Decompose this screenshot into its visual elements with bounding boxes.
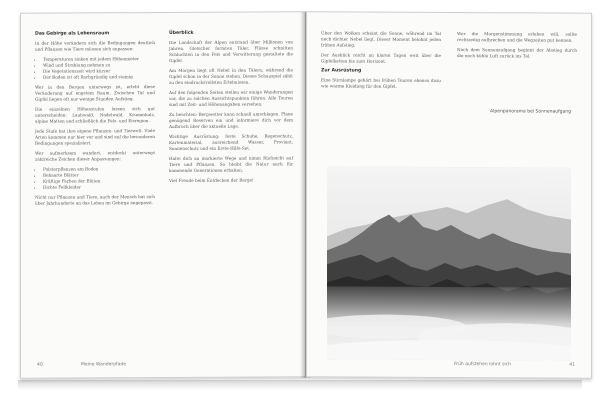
paragraph: Halte dich an markierte Wege und nimm Rücksicht auf Tiere und Pflanzen. So bleibt die Natur auch für kommende Generationen erhalten. xyxy=(169,155,293,173)
list-item: • Temperaturen sinken mit jedem Höhenmeter xyxy=(43,56,155,63)
paragraph: Viel Freude beim Entdecken der Berge! xyxy=(169,177,254,183)
photo-caption: Alpenpanorama bei Sonnenaufgang xyxy=(490,109,571,115)
paragraph: Jede Stufe hat ihre eigene Pflanzen- und Tierwelt. Viele Arten kommen nur hier vor und sind auf die besonderen Bedingungen spezialisiert. xyxy=(35,128,155,146)
paragraph: Eine Stirnlampe gehört bei frühen Touren ebenso dazu wie warme Kleidung für den Gipfel. xyxy=(321,77,441,89)
list-item: • Der Boden ist oft flachgründig und steinig xyxy=(43,74,155,81)
paragraph: Über den Wolken scheint die Sonne, während im Tal noch dichter Nebel liegt. Dieser Moment belohnt jeden frühen Aufstieg. xyxy=(321,30,441,48)
list-item: • Behaarte Blätter xyxy=(43,172,155,179)
bullet-list xyxy=(35,166,155,191)
section-heading: Das Gebirge als Lebensraum xyxy=(35,31,110,37)
paragraph: Wer in den Bergen unterwegs ist, erlebt diese Veränderung auf engstem Raum. Zwischen Tal und Gipfel liegen oft nur wenige Stunden Aufstieg. xyxy=(35,84,155,102)
paragraph: Der Ausblick reicht an klaren Tagen weit über die Gipfelketten bis zum Horizont. xyxy=(321,52,441,64)
paragraph: Auf den folgenden Seiten stellen wir einige Wanderungen vor, die zu solchen Aussichtspunkten führen. Alle Touren sind mit Zeit- und Höhenangaben versehen. xyxy=(169,89,293,107)
left-page xyxy=(20,11,306,378)
right-column-1 xyxy=(321,30,441,94)
mountain-image xyxy=(327,166,571,360)
list-item: • Die Vegetationszeit wird kürzer xyxy=(43,68,155,75)
section-heading: Zur Ausrüstung xyxy=(321,68,362,74)
left-column-1 xyxy=(35,31,155,211)
paragraph: Die Landschaft der Alpen entstand über Millionen von Jahren. Gletscher formten Täler, Flüsse schnitten Schluchten in den Fels und Verwitterung gestaltete die Gipfel. xyxy=(169,39,293,63)
paragraph: Am Morgen liegt oft Nebel in den Tälern, während die Gipfel schon in der Sonne stehen. Dieses Schauspiel zählt zu den eindrucksvollsten Erlebnissen. xyxy=(169,67,293,85)
right-page xyxy=(306,11,592,378)
paragraph: In der Höhe verändern sich die Bedingungen deutlich und Pflanzen wie Tiere müssen sich anpassen: xyxy=(35,40,155,52)
list-item: • Kräftige Farben der Blüten xyxy=(43,178,155,185)
paragraph: Wichtige Ausrüstung: feste Schuhe, Regenschutz, Kartenmaterial, ausreichend Wasser, Proviant, Sonnenschutz und ein Erste-Hilfe-Set. xyxy=(169,133,293,151)
running-footer: Meine Wanderpfade xyxy=(81,362,127,368)
section-heading: Überblick xyxy=(169,30,194,36)
mountain-photo xyxy=(327,166,571,360)
paragraph: Wer die Morgenstimmung erleben will, sollte rechtzeitig aufbrechen und die Wegzeiten gut kennen. xyxy=(457,31,577,43)
right-column-2 xyxy=(457,31,577,64)
paragraph: Wer aufmerksam wandert, entdeckt unterwegs zahlreiche Zeichen dieser Anpassungen: xyxy=(35,150,155,162)
bullet-list xyxy=(35,56,155,81)
list-item: • Wind und Strahlung nehmen zu xyxy=(43,62,155,69)
list-item: • Dichte Fellkleider xyxy=(43,184,155,191)
book-spread xyxy=(10,12,590,382)
paragraph: Zu beachten: Bergwetter kann schnell umschlagen. Plane genügend Reserven ein und informiere dich vor dem Aufbruch über die aktuelle Lage. xyxy=(169,111,293,129)
paragraph: Nicht nur Pflanzen und Tiere, auch der Mensch hat sich über Jahrhunderte an das Leben im Gebirge angepasst. xyxy=(35,194,155,206)
list-item: • Polsterpflanzen am Boden xyxy=(43,166,155,173)
paragraph: Nach dem Sonnenaufgang beginnt der Abstieg durch die noch kühle Luft zurück ins Tal. xyxy=(457,47,577,59)
page-number: 40 xyxy=(37,362,43,368)
paragraph: Die einzelnen Höhenstufen lassen sich gut unterscheiden: Laubwald, Nadelwald, Krummholz, alpine Matten und schließlich die Fels- und Eisregion. xyxy=(35,106,155,124)
page-number: 41 xyxy=(569,362,575,368)
left-column-2 xyxy=(169,30,293,188)
running-footer: Früh aufstehen lohnt sich xyxy=(453,362,511,368)
